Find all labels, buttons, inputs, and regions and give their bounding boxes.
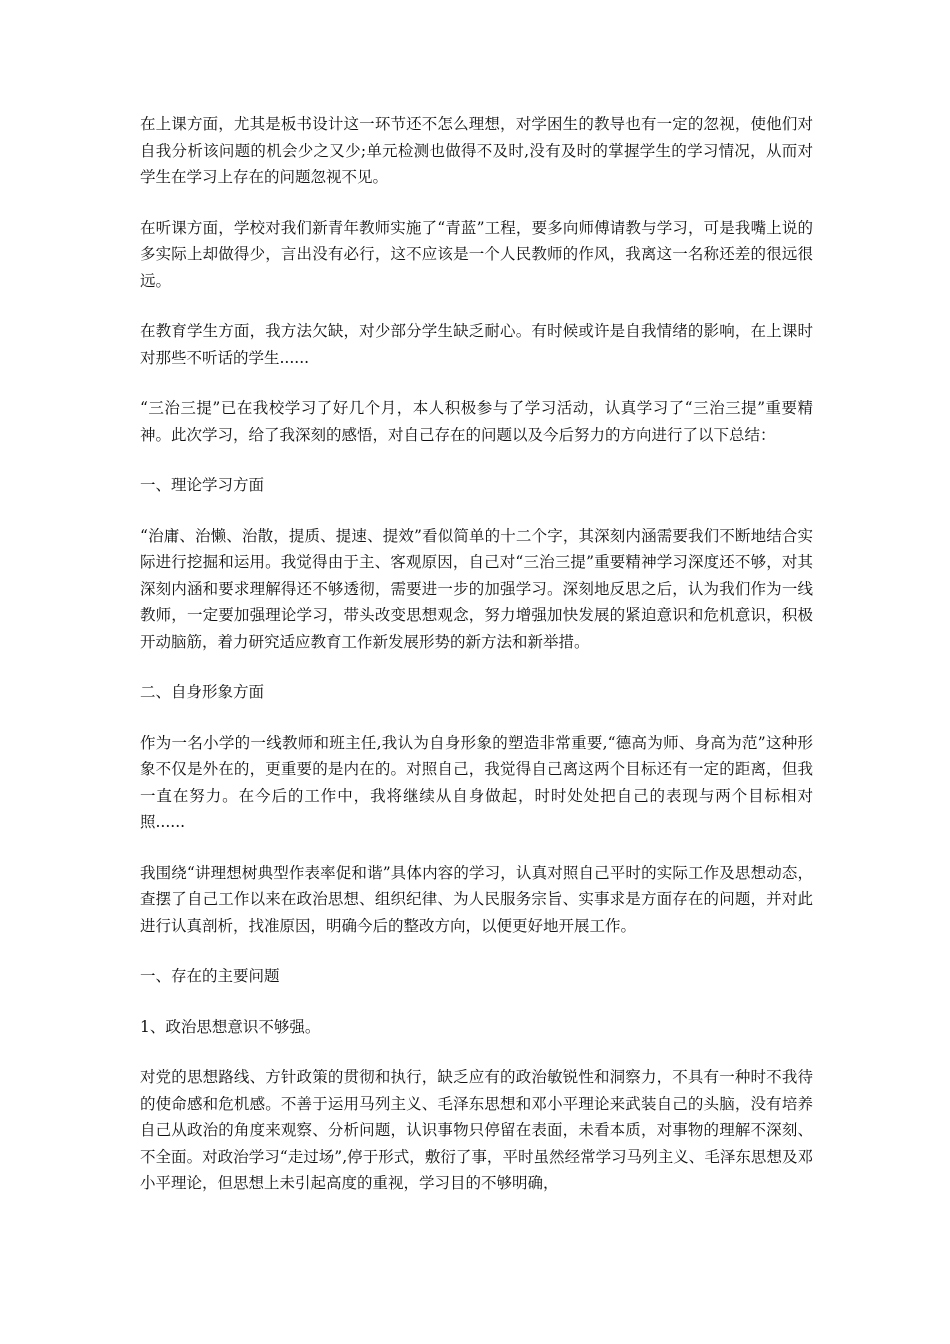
heading-self-image: 二、自身形象方面 bbox=[140, 683, 265, 701]
paragraph-self-image: 作为一名小学的一线教师和班主任,我认为自身形象的塑造非常重要,“德高为师、身高为范”这种形象不仅是外在的，更重要的是内在的。对照自己，我觉得自己离这两个目标还有一定的距离，但我一直在努力。在今后的工作中，我将继续从自身做起，时时处处把自己的表现与两个目标相对照...... bbox=[140, 733, 813, 831]
paragraph-theory-study: “治庸、治懒、治散，提质、提速、提效”看似简单的十二个字，其深刻内涵需要我们不断地结合实际进行挖掘和运用。我觉得由于主、客观原因，自己对“三治三提”重要精神学习深度还不够，对其深刻内涵和要求理解得还不够透彻，需要进一步的加强学习。深刻地反思之后，认为我们作为一线教师，一定要加强理论学习，带头改变思想观念，努力增强加快发展的紧迫意识和危机意识，积极开动脑筋，着力研究适应教育工作新发展形势的新方法和新举措。 bbox=[140, 526, 813, 651]
heading-political-awareness: 1、政治思想意识不够强。 bbox=[140, 1017, 321, 1036]
paragraph-political-awareness: 对党的思想路线、方针政策的贯彻和执行，缺乏应有的政治敏锐性和洞察力，不具有一种时不我待的使命感和危机感。不善于运用马列主义、毛泽东思想和邓小平理论来武装自己的头脑，没有培养自己从政治的角度来观察、分析问题，认识事物只停留在表面，未看本质，对事物的理解不深刻、不全面。对政治学习“走过场”,停于形式，敷衍了事，平时虽然经常学习马列主义、毛泽东思想及邓小平理论，但思想上未引起高度的重视，学习目的不够明确， bbox=[140, 1068, 813, 1192]
paragraph-lesson-observation: 在听课方面，学校对我们新青年教师实施了“青蓝”工程，要多向师傅请教与学习，可是我嘴上说的多实际上却做得少，言出没有必行，这不应该是一个人民教师的作风，我离这一名称还差的很远很远。 bbox=[140, 218, 813, 290]
document-page bbox=[140, 111, 813, 1221]
paragraph-san-zhi-san-ti-intro: “三治三提”已在我校学习了好几个月，本人积极参与了学习活动，认真学习了“三治三提”重要精神。此次学习，给了我深刻的感悟，对自己存在的问题以及今后努力的方向进行了以下总结： bbox=[140, 399, 813, 444]
heading-theory-study: 一、理论学习方面 bbox=[140, 476, 265, 494]
heading-main-problems: 一、存在的主要问题 bbox=[140, 967, 280, 985]
paragraph-educating-students: 在教育学生方面，我方法欠缺，对少部分学生缺乏耐心。有时候或许是自我情绪的影响，在上课时对那些不听话的学生...... bbox=[140, 322, 813, 367]
paragraph-ideals-study: 我围绕“讲理想树典型作表率促和谐”具体内容的学习，认真对照自己平时的实际工作及思想动态，查摆了自己工作以来在政治思想、组织纪律、为人民服务宗旨、实事求是方面存在的问题，并对此进行认真剖析，找准原因，明确今后的整改方向，以便更好地开展工作。 bbox=[140, 863, 813, 935]
paragraph-classroom-teaching: 在上课方面，尤其是板书设计这一环节还不怎么理想，对学困生的教导也有一定的忽视，使他们对自我分析该问题的机会少之又少;单元检测也做得不及时,没有及时的掌握学生的学习情况，从而对学生在学习上存在的问题忽视不见。 bbox=[140, 115, 813, 186]
